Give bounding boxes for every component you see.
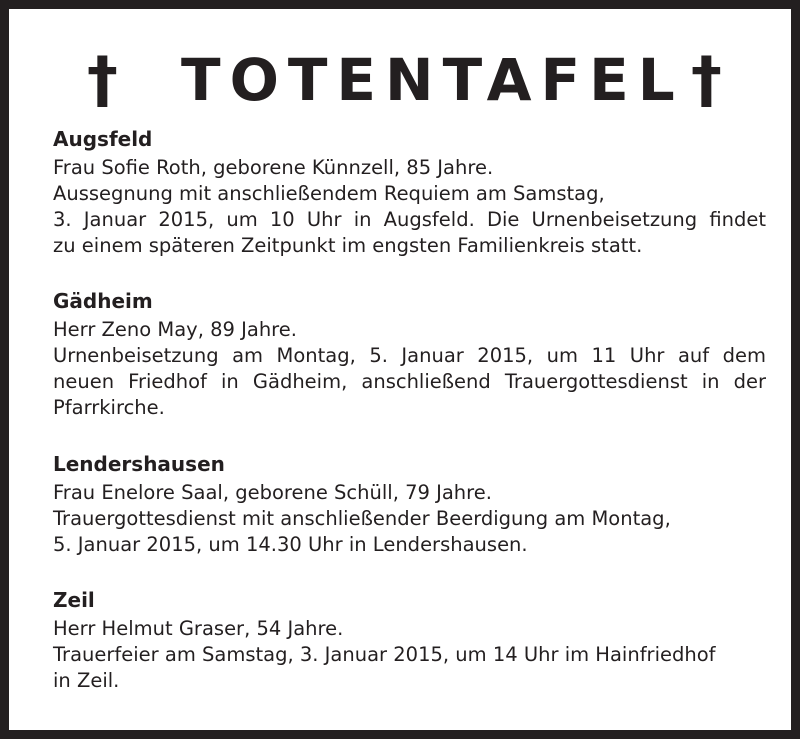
entry-line: Herr Zeno May, 89 Jahre. bbox=[53, 318, 297, 341]
cross-icon: † bbox=[87, 43, 118, 116]
entry-place: Lendershausen bbox=[53, 452, 225, 476]
entry-line: Frau Sofie Roth, geborene Künnzell, 85 Jahre. bbox=[53, 156, 494, 179]
entry-line: Trauerfeier am Samstag, 3. Januar 2015, um 14 Uhr im Hainfriedhof bbox=[53, 643, 716, 666]
entry-line: Aussegnung mit anschließendem Requiem am Samstag, bbox=[53, 182, 605, 205]
page-title: TOTENTAFEL bbox=[181, 46, 684, 114]
entry-line: in Zeil. bbox=[53, 669, 120, 692]
entry-line: 5. Januar 2015, um 14.30 Uhr in Lendershausen. bbox=[53, 533, 528, 556]
entry-line: zu einem späteren Zeitpunkt im engsten Familienkreis statt. bbox=[53, 234, 643, 257]
entry-place: Zeil bbox=[53, 588, 95, 612]
entry-line: Urnenbeisetzung am Montag, 5. Januar 2015, um 11 Uhr auf dem bbox=[53, 344, 766, 367]
entry-lendershausen bbox=[53, 450, 766, 558]
entry-augsfeld bbox=[53, 125, 766, 259]
entry-place: Augsfeld bbox=[53, 127, 153, 151]
entry-place: Gädheim bbox=[53, 289, 153, 313]
entry-zeil bbox=[53, 586, 766, 694]
entry-line: Pfarrkirche. bbox=[53, 396, 165, 419]
entry-line: Frau Enelore Saal, geborene Schüll, 79 Jahre. bbox=[53, 481, 492, 504]
entry-line: neuen Friedhof in Gädheim, anschließend Trauergottesdienst in der bbox=[53, 370, 766, 393]
entry-line: 3. Januar 2015, um 10 Uhr in Augsfeld. Die Urnenbeisetzung findet bbox=[53, 208, 766, 231]
entry-gaedheim bbox=[53, 287, 766, 421]
entry-line: Herr Helmut Graser, 54 Jahre. bbox=[53, 617, 344, 640]
cross-icon: † bbox=[691, 43, 722, 116]
entry-line: Trauergottesdienst mit anschließender Beerdigung am Montag, bbox=[53, 507, 671, 530]
header bbox=[9, 43, 800, 116]
